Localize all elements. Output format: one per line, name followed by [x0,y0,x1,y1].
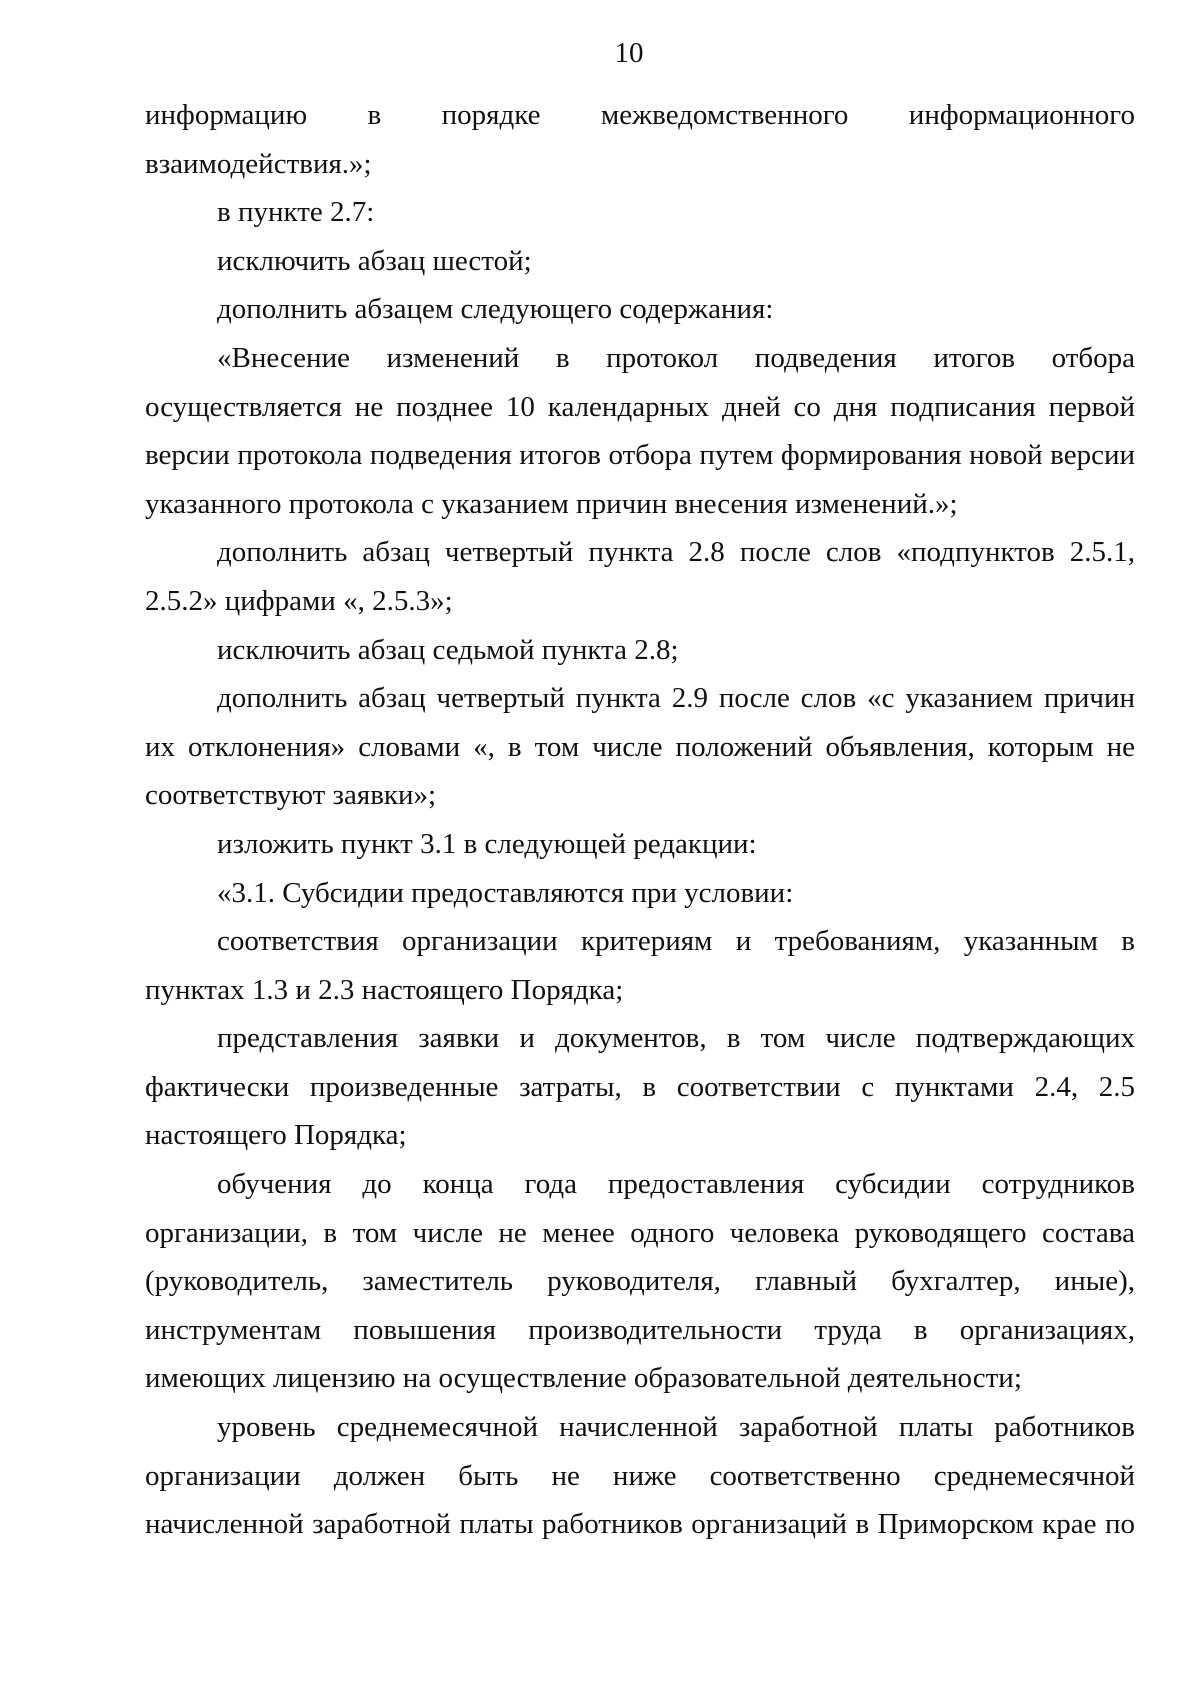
word: информационного [908,99,1135,131]
paragraph: обучения до конца года предоставления субсидии сотрудников организации, в том числе не менее одного человека руководящего состава (руководитель, заместитель руководителя, главный бухгалтер, иные), инструментам повышения производительности труда в организациях, имеющих лицензию на осуществление образовательной деятельности; [145,1168,1135,1395]
paragraph: взаимодействия.»; [145,147,372,180]
page-number: 10 [614,37,644,69]
paragraph: представления заявки и документов, в том числе подтверждающих фактически произведенные затраты, в соответствии с пунктами 2.4, 2.5 настоящего Порядка; [145,1022,1135,1152]
paragraph: дополнить абзац четвертый пункта 2.8 после слов «подпунктов 2.5.1, 2.5.2» цифрами «, 2.5.3»; [145,536,1135,617]
paragraph: дополнить абзацем следующего содержания: [217,293,774,326]
document-body [145,91,1135,1549]
continued-line [145,91,1135,140]
word: в [367,99,382,131]
word: порядке [441,99,541,131]
word: межведомственного [600,99,849,131]
paragraph: исключить абзац шестой; [217,244,532,277]
paragraph: исключить абзац седьмой пункта 2.8; [217,633,679,666]
paragraph: «Внесение изменений в протокол подведения итогов отбора осуществляется не позднее 10 календарных дней со дня подписания первой версии протокола подведения итогов отбора путем формирования новой версии указанного протокола с указанием причин внесения изменений.»; [145,341,1135,520]
paragraph: в пункте 2.7: [217,196,375,229]
paragraph: дополнить абзац четвертый пункта 2.9 после слов «с указанием причин их отклонения» словами «, в том числе положений объявления, которым не соответствуют заявки»; [145,682,1135,812]
paragraph: изложить пункт 3.1 в следующей редакции: [217,827,757,860]
paragraph: уровень среднемесячной начисленной заработной платы работников организации должен быть не ниже соответственно среднемесячной начисленной заработной платы работников организаций в Приморском крае по [145,1411,1135,1541]
paragraph: «3.1. Субсидии предоставляются при условии: [217,876,794,909]
word: информацию [145,99,308,131]
paragraph: соответствия организации критериям и требованиям, указанным в пунктах 1.3 и 2.3 настоящего Порядка; [145,925,1135,1006]
